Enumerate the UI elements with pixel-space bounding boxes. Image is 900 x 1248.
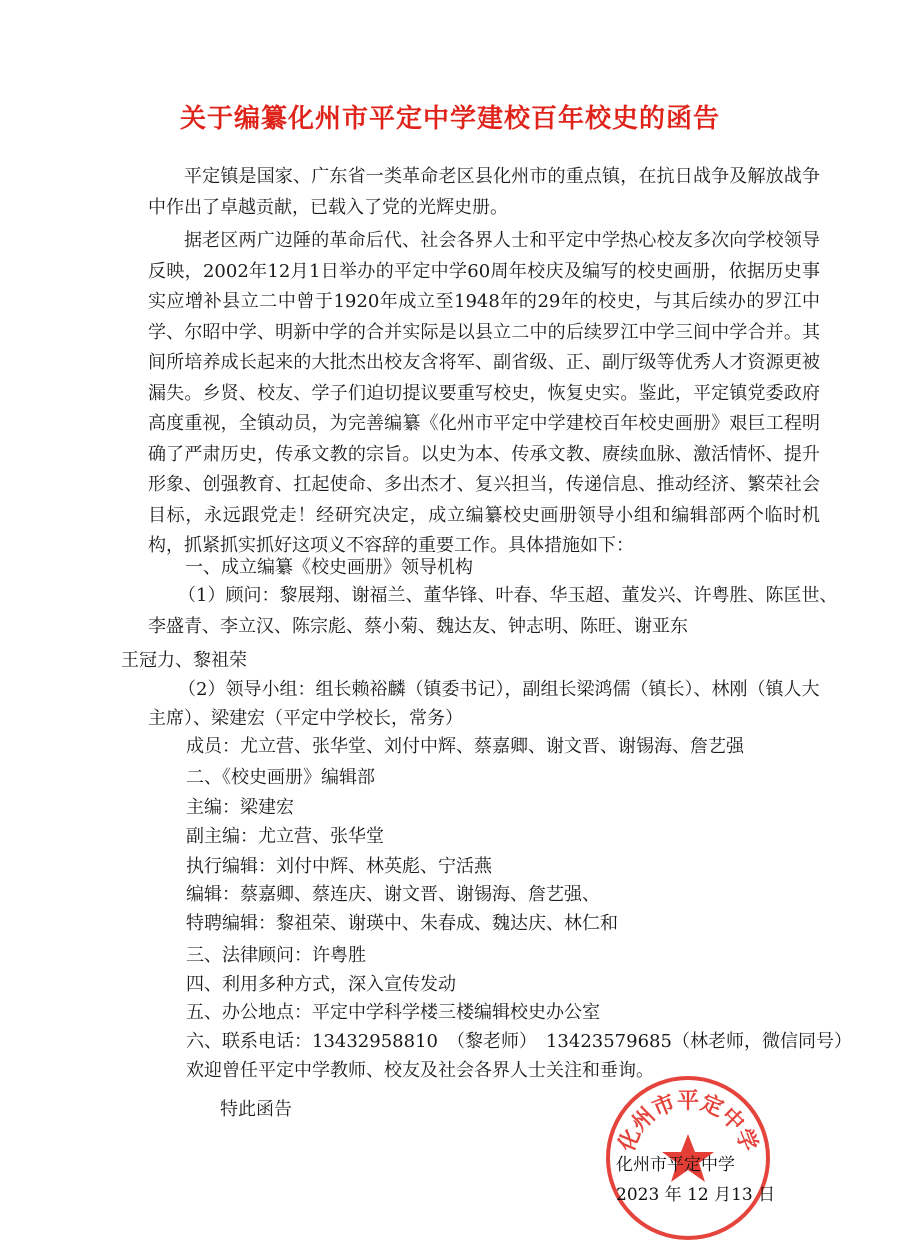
closing-line: 特此函告 bbox=[220, 1099, 292, 1120]
section-4-publicity: 四、利用多种方式，深入宣传发动 bbox=[186, 974, 456, 995]
leadership-line-1: （2）领导小组：组长赖裕麟（镇委书记），副组长梁鸿儒（镇长）、林刚（镇人大 bbox=[178, 679, 820, 700]
signature-date: 2023 年 12 月13 日 bbox=[616, 1185, 776, 1205]
section-3-legal: 三、法律顾问：许粤胜 bbox=[186, 945, 366, 966]
body-paragraph: 据老区两广边陲的革命后代、社会各界人士和平定中学热心校友多次向学校领导反映，2002年12月1日举办的平定中学60周年校庆及编写的校史画册，依据历史事实应增补县立二中曾于1920年成立至1948年的29年的校史，与其后续办的罗江中学、尔昭中学、明新中学的合并实际是以县立二中的后续罗江中学三间中学合并。其间所培养成长起来的大批杰出校友含将军、副省级、正、副厅级等优秀人才资源更被漏失。乡贤、校友、学子们迫切提议要重写校史，恢复史实。鉴此，平定镇党委政府高度重视，全镇动员，为完善编纂《化州市平定中学建校百年校史画册》艰巨工程明确了严肃历史，传承文教的宗旨。以史为本、传承文教、赓续血脉、激活情怀、提升形象、创强教育、扛起使命、多出杰才、复兴担当，传递信息、推动经济、繁荣社会目标，永远跟党走！经研究决定，成立编纂校史画册领导小组和编辑部两个临时机构，抓紧抓实抓好这项义不容辞的重要工作。具体措施如下： bbox=[148, 230, 820, 556]
advisors-line-3: 王冠力、黎祖荣 bbox=[121, 650, 247, 671]
intro-paragraph: 平定镇是国家、广东省一类革命老区县化州市的重点镇，在抗日战争及解放战争中作出了卓越贡献，已载入了党的光辉史册。 bbox=[148, 166, 820, 218]
advisors-line-1: （1）顾问：黎展翔、谢福兰、董华锋、叶春、华玉超、董发兴、许粤胜、陈匡世、 bbox=[178, 585, 838, 606]
welcome-line: 欢迎曾任平定中学教师、校友及社会各界人士关注和垂询。 bbox=[186, 1060, 654, 1081]
leadership-line-2: 主席）、梁建宏（平定中学校长，常务） bbox=[148, 708, 463, 729]
advisors-line-2: 李盛青、李立汉、陈宗彪、蔡小菊、魏达友、钟志明、陈旺、谢亚东 bbox=[148, 616, 688, 637]
section-1-heading: 一、成立编纂《校史画册》领导机构 bbox=[185, 557, 473, 578]
chief-editor-line: 主编：梁建宏 bbox=[186, 797, 294, 818]
section-5-office: 五、办公地点：平定中学科学楼三楼编辑校史办公室 bbox=[186, 1002, 600, 1023]
signature-org: 化州市平定中学 bbox=[616, 1155, 735, 1175]
executive-editor-line: 执行编辑：刘付中辉、林英彪、宁活燕 bbox=[186, 856, 492, 877]
section-6-contact: 六、联系电话：13432958810 （黎老师） 13423579685（林老师，微信同号） bbox=[186, 1031, 852, 1052]
document-title: 关于编纂化州市平定中学建校百年校史的函告 bbox=[179, 104, 720, 134]
section-2-heading: 二、《校史画册》编辑部 bbox=[186, 767, 375, 788]
special-editors-line: 特聘编辑：黎祖荣、谢瑛中、朱春成、魏达庆、林仁和 bbox=[186, 913, 618, 934]
seal-text: 化州市平定中学 bbox=[614, 1089, 762, 1156]
members-line: 成员：尤立营、张华堂、刘付中辉、蔡嘉卿、谢文晋、谢锡海、詹艺强 bbox=[186, 736, 744, 757]
editors-line: 编辑：蔡嘉卿、蔡连庆、谢文晋、谢锡海、詹艺强、 bbox=[186, 884, 600, 905]
deputy-editor-line: 副主编：尤立营、张华堂 bbox=[186, 826, 384, 847]
